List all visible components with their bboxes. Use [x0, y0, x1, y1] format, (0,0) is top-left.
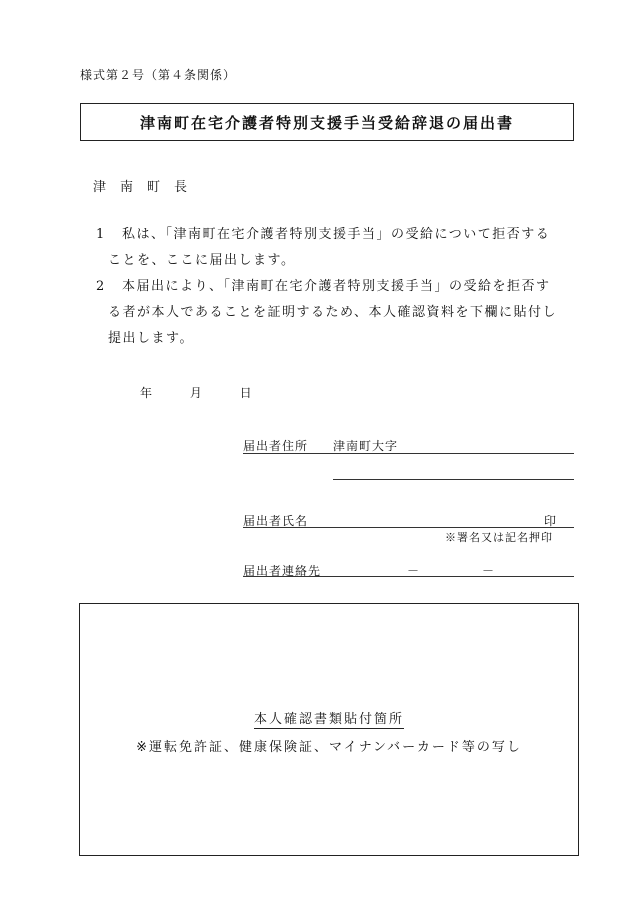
item-number: 1	[96, 227, 106, 242]
contact-dash-2: －	[482, 564, 495, 578]
paste-area-title	[79, 708, 579, 727]
date-line	[140, 384, 252, 401]
paste-area-title-text: 本人確認書類貼付箇所	[253, 712, 404, 727]
title-box	[80, 103, 574, 141]
name-label: 届出者氏名	[243, 514, 309, 528]
item-line: る者が本人であることを証明するため、本人確認資料を下欄に貼付し	[108, 305, 557, 320]
contact-dash-1: －	[407, 564, 420, 578]
id-document-paste-box	[79, 603, 579, 856]
date-year: 年	[140, 386, 153, 400]
date-month: 月	[189, 386, 202, 400]
signature-note: ※署名又は記名押印	[445, 531, 553, 544]
seal-mark: 印	[544, 514, 557, 528]
paste-area-subtitle: ※運転免許証、健康保険証、マイナンバーカード等の写し	[136, 740, 522, 755]
item-line: ことを、ここに届出します。	[108, 253, 296, 268]
form-number: 様式第２号（第４条関係）	[80, 68, 237, 82]
name-line	[243, 527, 574, 528]
address-line-1	[243, 453, 574, 454]
item-line: 私は、「津南町在宅介護者特別支援手当」の受給について拒否する	[122, 227, 551, 242]
address-line-2	[333, 479, 574, 480]
address-label: 届出者住所	[243, 439, 309, 453]
item-2	[96, 274, 576, 352]
item-number: 2	[96, 279, 106, 294]
item-1	[96, 222, 576, 274]
contact-line	[243, 576, 574, 577]
document-title: 津南町在宅介護者特別支援手当受給辞退の届出書	[139, 113, 514, 132]
item-line: 本届出により、「津南町在宅介護者特別支援手当」の受給を拒否す	[122, 279, 551, 294]
contact-label: 届出者連絡先	[243, 564, 322, 578]
item-line: 提出します。	[108, 331, 194, 346]
addressee: 津南町長	[93, 180, 202, 195]
date-day: 日	[239, 386, 252, 400]
address-value: 津南町大字	[333, 439, 399, 453]
